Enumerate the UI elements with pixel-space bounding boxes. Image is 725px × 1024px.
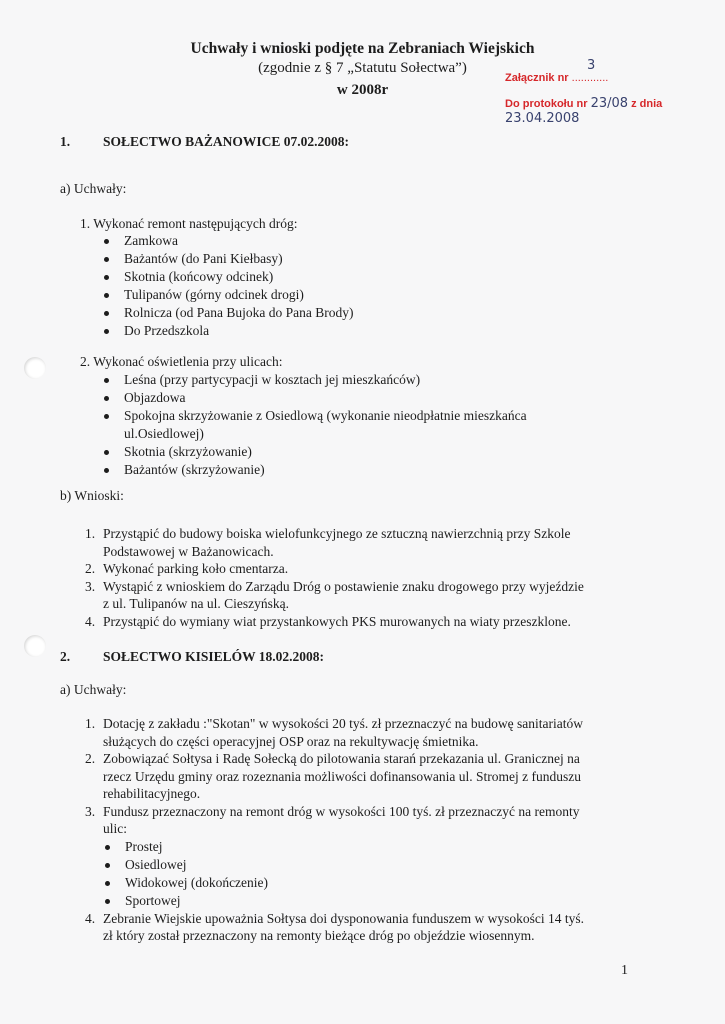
section-heading: SOŁECTWO BAŻANOWICE 07.02.2008:: [103, 134, 350, 149]
punch-hole: [24, 635, 46, 657]
list-item: Widokowej (dokończenie): [125, 874, 584, 892]
resolution-item: 1. Dotację z zakładu :"Skotan" w wysokości 20 tyś. zł przeznaczyć na budowę sanitariatów służących do części operacyjnej OSP oraz na rekultywację śmietnika.: [85, 716, 583, 749]
list-item: Rolnicza (od Pana Bujoka do Pana Brody): [124, 305, 354, 320]
protocol-date: 23.04.2008: [505, 111, 580, 126]
list-item: Sportowej: [125, 892, 584, 910]
document-title: Uchwały i wnioski podjęte na Zebraniach Wiejskich: [190, 40, 535, 57]
attachment-label: Załącznik nr: [505, 72, 569, 84]
section-number: 2.: [60, 649, 71, 664]
list-item: Prostej: [125, 838, 584, 856]
list-item: Osiedlowej: [125, 856, 584, 874]
section-heading: SOŁECTWO KISIELÓW 18.02.2008:: [103, 649, 325, 664]
list-item: Spokojna skrzyżowanie z Osiedlową (wykonanie nieodpłatnie mieszkańca: [124, 408, 527, 423]
resolutions-label: a) Uchwały:: [60, 181, 127, 196]
lighting-list: [124, 371, 527, 479]
list-item: Do Przedszkola: [124, 322, 353, 340]
protocol-label: Do protokołu nr: [505, 98, 588, 110]
road-list: [124, 232, 353, 340]
motion-item: 3. Wystąpić z wnioskiem do Zarządu Dróg o postawienie znaku drogowego przy wyjeździe z ul. Tulipanów na ul. Cieszyńską.: [85, 578, 584, 611]
protocol-number: 23/08: [590, 96, 629, 111]
list-item: Tulipanów (górny odcinek drogi): [124, 286, 353, 304]
list-item: Skotnia (końcowy odcinek): [124, 268, 353, 286]
list-item: Objazdowa: [124, 389, 527, 407]
motion-item: 2. Wykonać parking koło cmentarza.: [85, 561, 289, 576]
list-item: Skotnia (skrzyżowanie): [124, 443, 527, 461]
attachment-number: 3: [587, 58, 596, 73]
list-item-continuation: ul.Osiedlowej): [124, 426, 204, 441]
resolution-item: 4. Zebranie Wiejskie upoważnia Sołtysa doi dysponowania funduszem w wysokości 14 tyś. zł który został przeznaczony na remonty bieżące dróg po objeździe wiosennym.: [85, 910, 584, 943]
protocol-stamp: [505, 96, 725, 126]
resolution-item: 3. Fundusz przeznaczony na remont dróg w wysokości 100 tyś. zł przeznaczyć na remonty ulic: Prostej Osiedlowej Widokowej (dokończenie) Sportowej: [103, 803, 584, 910]
document-subtitle: (zgodnie z § 7 „Statutu Sołectwa”): [258, 60, 467, 76]
motions-label: b) Wnioski:: [60, 488, 124, 503]
document-year: w 2008r: [336, 82, 389, 98]
resolution-item: 2. Zobowiązać Sołtysa i Radę Sołecką do pilotowania starań przekazania ul. Granicznej na rzecz Urzędu gminy oraz rozeznania możliwości dofinansowania ul. Stromej z funduszu rehabilitacyjnego.: [85, 751, 581, 801]
list-item: Bażantów (skrzyżowanie): [124, 461, 527, 479]
punch-hole: [24, 357, 46, 379]
page-number: 1: [621, 963, 628, 978]
street-list: [103, 838, 584, 910]
date-label: z dnia: [631, 98, 663, 110]
motion-item: 4. Przystąpić do wymiany wiat przystankowych PKS murowanych na wiaty przeszklone.: [85, 613, 571, 629]
section-number: 1.: [60, 134, 71, 149]
attachment-stamp: Załącznik nr ............: [505, 72, 609, 84]
list-item: Leśna (przy partycypacji w kosztach jej mieszkańców): [124, 371, 527, 389]
resolutions-list: [85, 715, 584, 945]
list-item: Zamkowa: [124, 232, 353, 250]
resolution-item: 1. Wykonać remont następujących dróg:: [80, 216, 298, 231]
list-item: Bażantów (do Pani Kiełbasy): [124, 250, 353, 268]
motion-item: 1. Przystąpić do budowy boiska wielofunkcyjnego ze sztuczną nawierzchnią przy Szkole Podstawowej w Bażanowicach.: [85, 526, 571, 559]
resolution-item: 2. Wykonać oświetlenia przy ulicach:: [80, 354, 283, 369]
motions-list: [85, 525, 584, 630]
resolutions-label: a) Uchwały:: [60, 682, 127, 697]
